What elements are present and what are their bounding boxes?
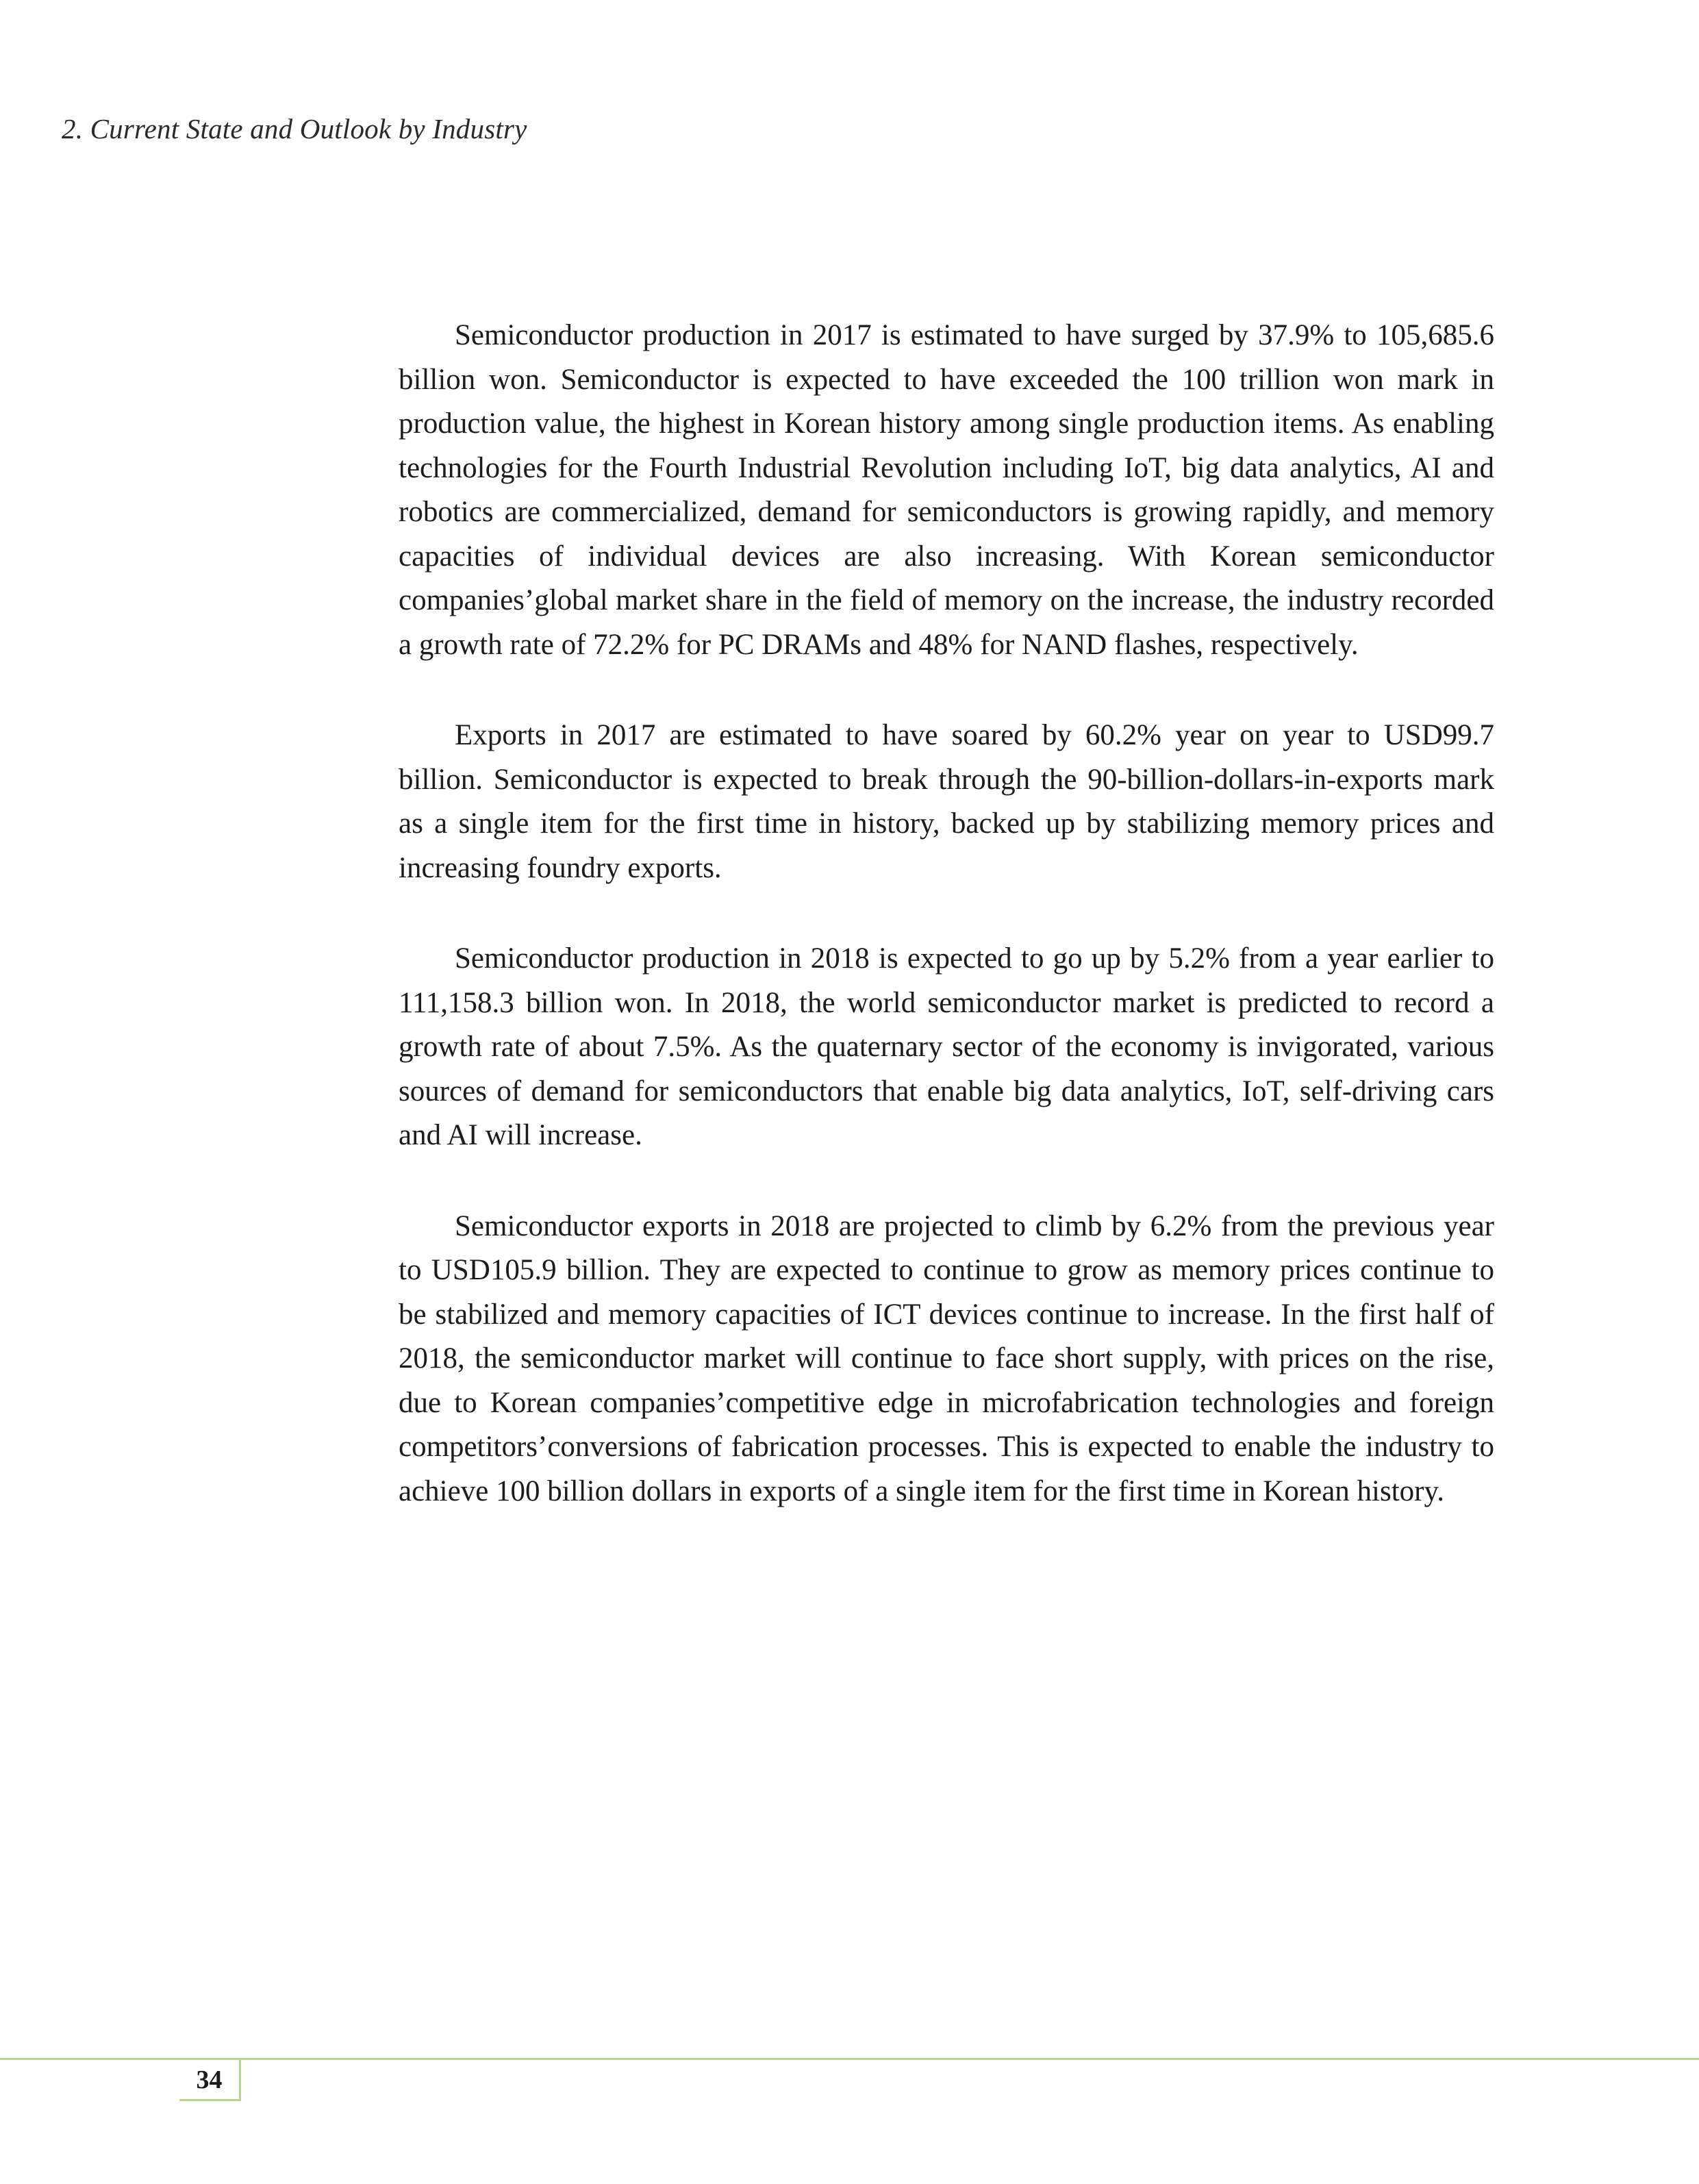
paragraph-exports-2017: Exports in 2017 are estimated to have soared by 60.2% year on year to USD99.7 billion. Semiconductor is expected to break through the 90-billion-dollars-in-exports mark as a single item for the first time in history, backed up by stabilizing memory prices and increasing foundry exports. bbox=[399, 719, 1494, 884]
page-number: 34 bbox=[196, 2065, 223, 2094]
page-number-box bbox=[179, 2060, 241, 2101]
paragraph-production-2017: Semiconductor production in 2017 is estimated to have surged by 37.9% to 105,685.6 billion won. Semiconductor is expected to have exceeded the 100 trillion won mark in production value, the highest in Korean history among single production items. As enabling technologies for the Fourth Industrial Revolution including IoT, big data analytics, AI and robotics are commercialized, demand for semiconductors is growing rapidly, and memory capacities of individual devices are also increasing. With Korean semiconductor companies’global market share in the field of memory on the increase, the industry recorded a growth rate of 72.2% for PC DRAMs and 48% for NAND flashes, respectively. bbox=[399, 319, 1494, 661]
body-text bbox=[399, 314, 1494, 1560]
paragraph-exports-2018: Semiconductor exports in 2018 are projected to climb by 6.2% from the previous year to USD105.9 billion. They are expected to continue to grow as memory prices continue to be stabilized and memory capacities of ICT devices continue to increase. In the first half of 2018, the semiconductor market will continue to face short supply, with prices on the rise, due to Korean companies’competitive edge in microfabrication technologies and foreign competitors’conversions of fabrication processes. This is expected to enable the industry to achieve 100 billion dollars in exports of a single item for the first time in Korean history. bbox=[399, 1209, 1494, 1507]
running-header: 2. Current State and Outlook by Industry bbox=[62, 113, 527, 145]
paragraph-production-2018: Semiconductor production in 2018 is expected to go up by 5.2% from a year earlier to 111,158.3 billion won. In 2018, the world semiconductor market is predicted to record a growth rate of about 7.5%. As the quaternary sector of the economy is invigorated, various sources of demand for semiconductors that enable big data analytics, IoT, self-driving cars and AI will increase. bbox=[399, 942, 1494, 1151]
footer-rule bbox=[0, 2058, 1699, 2060]
